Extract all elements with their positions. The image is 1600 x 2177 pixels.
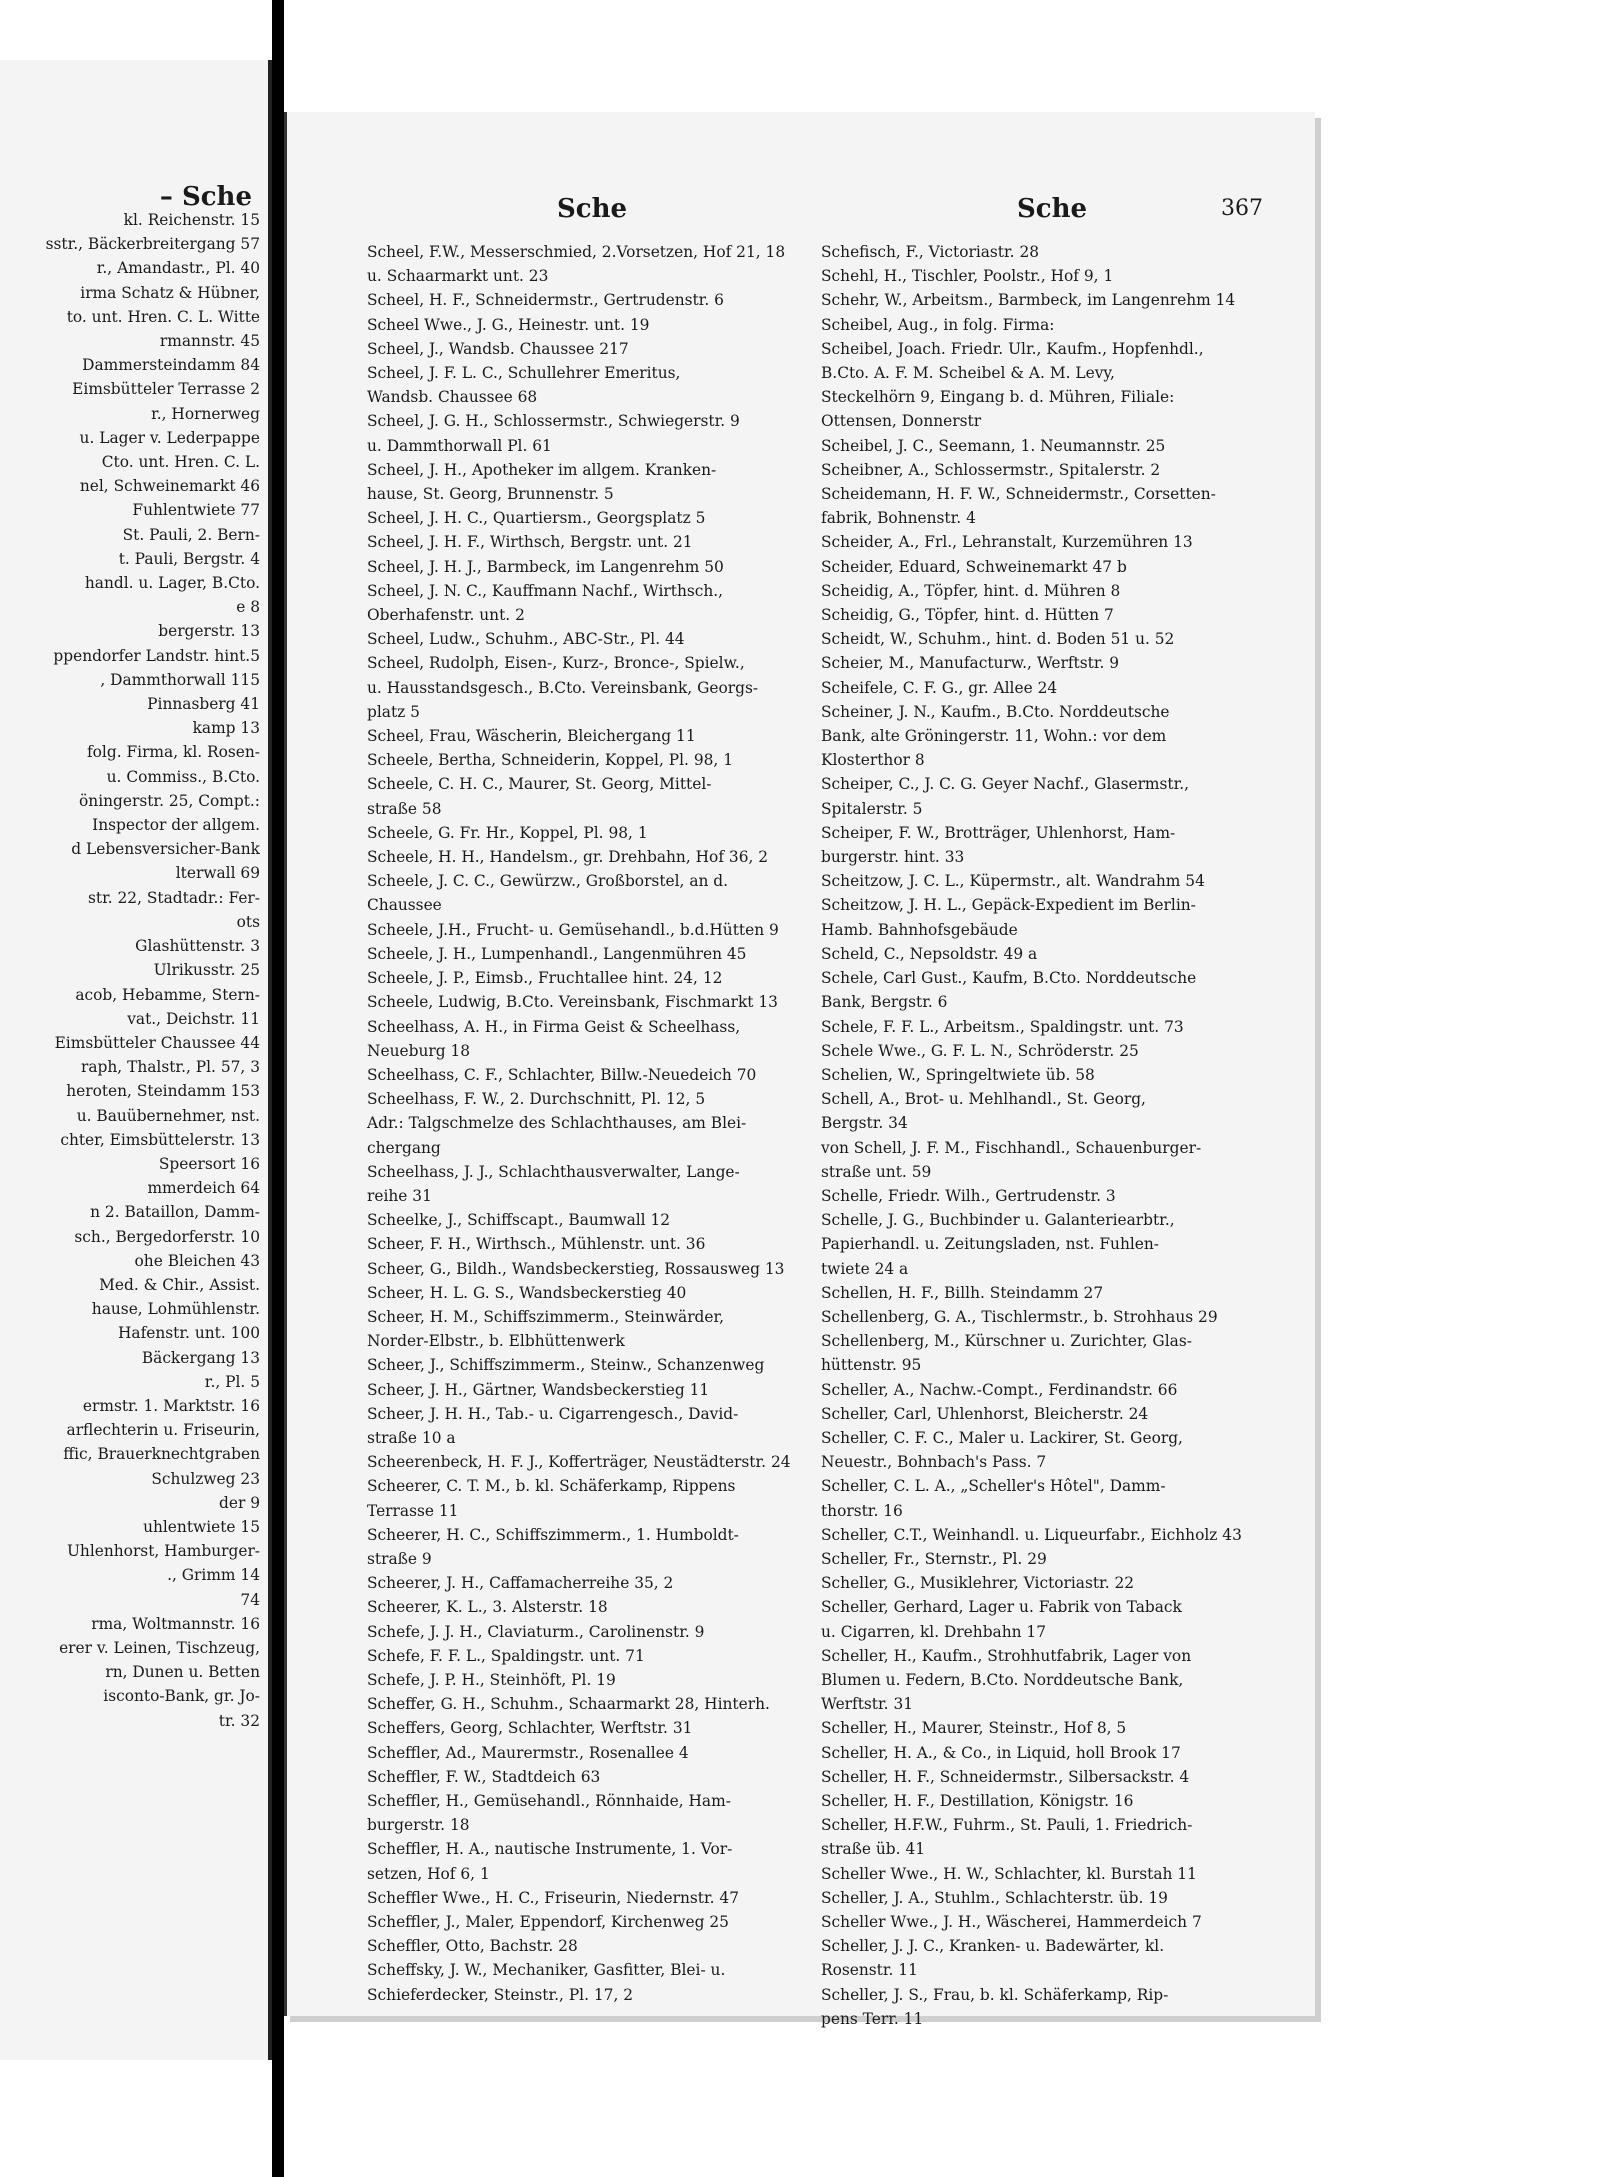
directory-entry-line: r., Hornerweg [151, 404, 260, 423]
directory-entry-line: Oberhafenstr. unt. 2 [367, 606, 525, 625]
directory-entry-line: Scheel, H. F., Schneidermstr., Gertrudenstr. 6 [367, 291, 724, 310]
directory-entry-line: Scheifele, C. F. G., gr. Allee 24 [821, 678, 1058, 697]
directory-entry-line: hause, St. Georg, Brunnenstr. 5 [367, 485, 614, 504]
directory-entry-line: Scheffers, Georg, Schlachter, Werftstr. 31 [367, 1719, 693, 1738]
directory-entry-line: Fuhlentwiete 77 [132, 501, 260, 520]
directory-entry-line: e 8 [236, 598, 260, 617]
directory-entry-line: Schellen, H. F., Billh. Steindamm 27 [821, 1283, 1104, 1302]
directory-entry-line: Scheffler, H., Gemüsehandl., Rönnhaide, Ham- [367, 1792, 731, 1810]
directory-entry-line: straße üb. 41 [821, 1840, 926, 1859]
directory-entry-line: u. Schaarmarkt unt. 23 [367, 267, 549, 286]
directory-entry-line: Scheitzow, J. C. L., Küpermstr., alt. Wandrahm 54 [821, 872, 1205, 891]
directory-entry-line: Scheele, J. P., Eimsb., Fruchtallee hint. 24, 12 [367, 969, 723, 988]
directory-entry-line: Werftstr. 31 [821, 1695, 914, 1714]
directory-entry-line: Scheffler, Ad., Maurermstr., Rosenallee 4 [367, 1743, 689, 1762]
directory-entry-line: straße 58 [367, 799, 442, 818]
directory-entry-line: Scheel, J. G. H., Schlossermstr., Schwiegerstr. 9 [367, 412, 740, 431]
directory-entry-line: Scheidemann, H. F. W., Schneidermstr., Corsetten- [821, 485, 1216, 504]
directory-entry-line: Scheer, F. H., Wirthsch., Mühlenstr. unt. 36 [367, 1235, 706, 1254]
directory-entry-line: Glashüttenstr. 3 [135, 937, 260, 956]
directory-entry-line: ermstr. 1. Marktstr. 16 [82, 1396, 260, 1415]
directory-entry-line: Scheider, A., Frl., Lehranstalt, Kurzemühren 13 [821, 533, 1193, 552]
directory-entry-line: Scheer, H. L. G. S., Wandsbeckerstieg 40 [367, 1283, 687, 1302]
directory-entry-line: Scheider, Eduard, Schweinemarkt 47 b [821, 557, 1127, 576]
directory-entry-line: straße unt. 59 [821, 1162, 932, 1181]
column-2-header: Sche [1017, 194, 1088, 224]
directory-entry-line: Scheffler, F. W., Stadtdeich 63 [367, 1767, 601, 1786]
right-page [284, 112, 1315, 2028]
page-number: 367 [1221, 196, 1263, 221]
directory-entry-line: d Lebensversicher-Bank [71, 840, 260, 859]
directory-entry-line: Hamb. Bahnhofsgebäude [821, 920, 1018, 939]
directory-entry-line: u. Cigarren, kl. Drehbahn 17 [821, 1622, 1047, 1641]
directory-entry-line: tr. 32 [218, 1711, 260, 1730]
directory-entry-line: ohe Bleichen 43 [134, 1251, 260, 1270]
directory-entry-line: Schell, A., Brot- u. Mehlhandl., St. Georg, [821, 1090, 1146, 1109]
directory-entry-line: von Schell, J. F. M., Fischhandl., Schauenburger- [821, 1138, 1202, 1157]
directory-entry-line: Schelle, Friedr. Wilh., Gertrudenstr. 3 [821, 1186, 1116, 1205]
directory-entry-line: Scheerer, C. T. M., b. kl. Schäferkamp, Rippens [367, 1477, 736, 1496]
directory-entry-line: Scheele, J.H., Frucht- u. Gemüsehandl., b.d.Hütten 9 [367, 920, 779, 939]
directory-entry-line: chergang [367, 1138, 441, 1157]
directory-entry-line: Scheller, Gerhard, Lager u. Fabrik von Taback [821, 1598, 1182, 1617]
directory-entry-line: Scheffler, H. A., nautische Instrumente, 1. Vor- [367, 1840, 733, 1859]
directory-entry-line: Scheller, C. L. A., „Scheller's Hôtel", Damm- [821, 1477, 1166, 1496]
directory-entry-line: Scheffer, G. H., Schuhm., Schaarmarkt 28, Hinterh. [367, 1695, 770, 1714]
directory-entry-line: Schelien, W., Springeltwiete üb. 58 [821, 1065, 1095, 1084]
directory-entry-line: B.Cto. A. F. M. Scheibel & A. M. Levy, [821, 364, 1115, 383]
binding-gutter [272, 0, 284, 2177]
directory-entry-line: u. Commiss., B.Cto. [106, 767, 260, 786]
directory-entry-line: Scheller, H. F., Schneidermstr., Silbersackstr. 4 [821, 1767, 1190, 1786]
directory-entry-line: Pinnasberg 41 [147, 695, 260, 714]
directory-entry-line: der 9 [218, 1493, 260, 1512]
directory-entry-line: Scheerenbeck, H. F. J., Kofferträger, Neustädterstr. 24 [367, 1453, 791, 1472]
directory-entry-line: ots [236, 912, 260, 931]
directory-entry-line: fabrik, Bohnenstr. 4 [821, 509, 976, 528]
directory-entry-line: Dammersteindamm 84 [82, 356, 260, 375]
directory-entry-line: Scheller, H., Kaufm., Strohhutfabrik, Lager von [821, 1646, 1192, 1665]
directory-entry-line: r., Amandastr., Pl. 40 [96, 259, 260, 278]
directory-entry-line: Scheitzow, J. H. L., Gepäck-Expedient im Berlin- [821, 896, 1196, 915]
left-page-header: – Sche [159, 182, 252, 212]
directory-entry-line: Scheller Wwe., H. W., Schlachter, kl. Burstah 11 [821, 1864, 1197, 1883]
directory-entry-line: Schefe, F. F. L., Spaldingstr. unt. 71 [367, 1646, 645, 1665]
directory-entry-line: Scheer, J. H., Gärtner, Wandsbeckerstieg 11 [367, 1380, 710, 1399]
directory-entry-line: Bank, alte Gröningerstr. 11, Wohn.: vor dem [821, 727, 1167, 746]
directory-entry-line: Ottensen, Donnerstr [821, 412, 982, 431]
directory-entry-line: Schele, F. F. L., Arbeitsm., Spaldingstr. unt. 73 [821, 1017, 1184, 1036]
directory-entry-line: Scheel, J. H. F., Wirthsch, Bergstr. unt. 21 [367, 533, 693, 552]
directory-entry-line: 74 [240, 1590, 260, 1609]
directory-entry-line: folg. Firma, kl. Rosen- [86, 743, 260, 762]
directory-entry-line: Chaussee [367, 896, 442, 915]
directory-entry-line: Scheller, Carl, Uhlenhorst, Bleicherstr. 24 [821, 1404, 1149, 1423]
directory-entry-line: Scheller Wwe., J. H., Wäscherei, Hammerdeich 7 [821, 1913, 1202, 1932]
directory-entry-line: chter, Eimsbüttelerstr. 13 [60, 1130, 260, 1149]
directory-entry-line: twiete 24 a [821, 1259, 909, 1278]
directory-entry-line: kamp 13 [192, 719, 260, 738]
directory-entry-line: Norder-Elbstr., b. Elbhüttenwerk [367, 1332, 625, 1351]
directory-entry-line: Scheel, J. H. J., Barmbeck, im Langenrehm 50 [367, 557, 724, 576]
directory-entry-line: Wandsb. Chaussee 68 [367, 388, 538, 407]
directory-entry-line: platz 5 [367, 702, 420, 721]
directory-entry-line: u. Bauübernehmer, nst. [76, 1106, 260, 1125]
directory-entry-line: Scheller, C.T., Weinhandl. u. Liqueurfabr., Eichholz 43 [821, 1525, 1242, 1544]
directory-entry-line: u. Hausstandsgesch., B.Cto. Vereinsbank, Georgs- [367, 678, 759, 697]
directory-entry-line: Scheidt, W., Schuhm., hint. d. Boden 51 u. 52 [821, 630, 1175, 649]
directory-entry-line: Schellenberg, G. A., Tischlermstr., b. Strohhaus 29 [821, 1307, 1218, 1326]
directory-entry-line: Speersort 16 [158, 1154, 260, 1173]
directory-entry-line: u. Dammthorwall Pl. 61 [367, 436, 552, 455]
directory-entry-line: Bank, Bergstr. 6 [821, 993, 948, 1012]
directory-entry-line: , Dammthorwall 115 [100, 670, 260, 689]
directory-entry-line: Scheller, G., Musiklehrer, Victoriastr. 22 [821, 1574, 1135, 1593]
directory-entry-line: vat., Deichstr. 11 [127, 1009, 260, 1028]
directory-entry-line: burgerstr. 18 [367, 1816, 470, 1835]
directory-entry-line: burgerstr. hint. 33 [821, 848, 965, 867]
directory-entry-line: Neuestr., Bohnbach's Pass. 7 [821, 1453, 1047, 1472]
directory-entry-line: rmannstr. 45 [159, 332, 260, 351]
directory-entry-line: Scheller, J. A., Stuhlm., Schlachterstr. üb. 19 [821, 1888, 1168, 1907]
directory-entry-line: Scheier, M., Manufacturw., Werftstr. 9 [821, 654, 1120, 673]
directory-entry-line: acob, Hebamme, Stern- [75, 985, 260, 1004]
directory-entry-line: str. 22, Stadtadr.: Fer- [87, 888, 260, 907]
directory-entry-line: Scheidig, G., Töpfer, hint. d. Hütten 7 [821, 606, 1114, 625]
directory-entry-line: Med. & Chir., Assist. [99, 1275, 260, 1294]
directory-entry-line: Scheffler, J., Maler, Eppendorf, Kirchenweg 25 [367, 1913, 729, 1932]
directory-entry-line: Scheel, Ludw., Schuhm., ABC-Str., Pl. 44 [367, 630, 685, 649]
directory-entry-line: Scheibel, J. C., Seemann, 1. Neumannstr. 25 [821, 436, 1166, 455]
directory-entry-line: Klosterthor 8 [821, 751, 925, 770]
directory-entry-line: Adr.: Talgschmelze des Schlachthauses, am Blei- [367, 1114, 747, 1133]
directory-entry-line: Scheibner, A., Schlossermstr., Spitalerstr. 2 [821, 460, 1161, 479]
directory-entry-line: Scheele, J. C. C., Gewürzw., Großborstel, an d. [367, 872, 729, 891]
directory-entry-line: Scheele, Ludwig, B.Cto. Vereinsbank, Fischmarkt 13 [367, 993, 778, 1012]
directory-entry-line: Schele Wwe., G. F. L. N., Schröderstr. 25 [821, 1041, 1139, 1060]
directory-entry-line: Scheiper, C., J. C. G. Geyer Nachf., Glasermstr., [821, 775, 1190, 794]
directory-entry-line: Scheidig, A., Töpfer, hint. d. Mühren 8 [821, 581, 1121, 600]
directory-entry-line: t. Pauli, Bergstr. 4 [118, 549, 260, 568]
left-page-entries [46, 208, 260, 1733]
directory-entry-line: Eimsbütteler Terrasse 2 [72, 380, 260, 399]
directory-entry-line: Scheelhass, A. H., in Firma Geist & Scheelhass, [367, 1017, 741, 1036]
directory-entry-line: Scheller, J. J. C., Kranken- u. Badewärter, kl. [821, 1937, 1165, 1956]
directory-entry-line: St. Pauli, 2. Bern- [122, 525, 260, 544]
directory-entry-line: Scheller, C. F. C., Maler u. Lackirer, St. Georg, [821, 1428, 1183, 1447]
directory-entry-line: Scheiper, F. W., Brotträger, Uhlenhorst, Ham- [821, 823, 1176, 842]
directory-entry-line: heroten, Steindamm 153 [66, 1082, 260, 1101]
directory-entry-line: Scheerer, J. H., Caffamacherreihe 35, 2 [367, 1574, 674, 1593]
directory-entry-line: Scheele, Bertha, Schneiderin, Koppel, Pl. 98, 1 [367, 751, 733, 770]
directory-entry-line: Scheller, J. S., Frau, b. kl. Schäferkamp, Rip- [821, 1985, 1169, 2004]
directory-entry-line: mmerdeich 64 [147, 1179, 260, 1198]
directory-column-2 [821, 240, 1267, 2031]
directory-entry-line: Scheller, H.F.W., Fuhrm., St. Pauli, 1. Friedrich- [821, 1816, 1193, 1835]
directory-entry-line: Scheel, J., Wandsb. Chaussee 217 [367, 339, 629, 358]
directory-entry-line: Scheel, Frau, Wäscherin, Bleichergang 11 [367, 727, 696, 746]
directory-entry-line: kl. Reichenstr. 15 [123, 211, 260, 229]
directory-entry-line: Scheer, G., Bildh., Wandsbeckerstieg, Rossausweg 13 [367, 1259, 785, 1278]
directory-entry-line: Scheibel, Aug., in folg. Firma: [821, 315, 1055, 334]
directory-entry-line: Schehl, H., Tischler, Poolstr., Hof 9, 1 [821, 267, 1114, 286]
directory-entry-line: Steckelhörn 9, Eingang b. d. Mühren, Filiale: [821, 388, 1175, 407]
directory-entry-line: thorstr. 16 [821, 1501, 903, 1520]
directory-entry-line: u. Lager v. Lederpappe [79, 428, 260, 447]
directory-entry-line: Scheiner, J. N., Kaufm., B.Cto. Norddeutsche [821, 702, 1170, 721]
directory-entry-line: to. unt. Hren. C. L. Witte [66, 307, 260, 326]
directory-entry-line: Scheel, J. F. L. C., Schullehrer Emeritus, [367, 364, 681, 383]
directory-entry-line: Scheel, J. H. C., Quartiersm., Georgsplatz 5 [367, 509, 706, 528]
directory-entry-line: uhlentwiete 15 [143, 1517, 260, 1536]
directory-entry-line: Scheer, J. H. H., Tab.- u. Cigarrengesch., David- [367, 1404, 739, 1423]
directory-entry-line: Scheelhass, C. F., Schlachter, Billw.-Neuedeich 70 [367, 1065, 757, 1084]
directory-entry-line: setzen, Hof 6, 1 [367, 1864, 490, 1883]
directory-entry-line: straße 10 a [367, 1428, 456, 1447]
directory-entry-line: Scheerer, H. C., Schiffszimmerm., 1. Humboldt- [367, 1525, 739, 1544]
directory-entry-line: handl. u. Lager, B.Cto. [84, 574, 260, 593]
directory-entry-line: raph, Thalstr., Pl. 57, 3 [80, 1058, 260, 1077]
directory-entry-line: lterwall 69 [175, 864, 260, 883]
directory-entry-line: Scheller, H. A., & Co., in Liquid, holl Brook 17 [821, 1743, 1181, 1762]
directory-entry-line: Scheel Wwe., J. G., Heinestr. unt. 19 [367, 315, 650, 334]
directory-entry-line: Scheller, H. F., Destillation, Königstr. 16 [821, 1792, 1134, 1810]
directory-entry-line: Scheelhass, F. W., 2. Durchschnitt, Pl. 12, 5 [367, 1090, 706, 1109]
directory-entry-line: Scheel, J. N. C., Kauffmann Nachf., Wirthsch., [367, 581, 724, 600]
directory-entry-line: Scheller, H., Maurer, Steinstr., Hof 8, 5 [821, 1719, 1127, 1738]
directory-entry-line: rma, Woltmannstr. 16 [91, 1614, 260, 1633]
directory-entry-line: Scheelhass, J. J., Schlachthausverwalter, Lange- [367, 1162, 740, 1181]
directory-entry-line: Hafenstr. unt. 100 [117, 1324, 260, 1343]
directory-entry-line: nel, Schweinemarkt 46 [79, 477, 260, 496]
directory-entry-line: bergerstr. 13 [158, 622, 260, 641]
directory-entry-line: ffic, Brauerknechtgraben [63, 1445, 260, 1464]
directory-entry-line: Scheel, J. H., Apotheker im allgem. Kranken- [367, 460, 717, 479]
directory-entry-line: Schele, Carl Gust., Kaufm, B.Cto. Norddeutsche [821, 969, 1197, 988]
directory-entry-line: irma Schatz & Hübner, [80, 283, 260, 302]
directory-entry-line: Scheele, J. H., Lumpenhandl., Langenmühren 45 [367, 944, 747, 963]
directory-entry-line: Ulrikusstr. 25 [153, 961, 260, 980]
directory-entry-line: Scheele, G. Fr. Hr., Koppel, Pl. 98, 1 [367, 823, 648, 842]
directory-entry-line: pens Terr. 11 [821, 2009, 924, 2028]
directory-entry-line: Scheffler, Otto, Bachstr. 28 [367, 1937, 578, 1956]
directory-entry-line: Scheller, Fr., Sternstr., Pl. 29 [821, 1549, 1047, 1568]
directory-entry-line: hüttenstr. 95 [821, 1356, 922, 1375]
directory-entry-line: reihe 31 [367, 1186, 432, 1205]
directory-entry-line: Blumen u. Federn, B.Cto. Norddeutsche Bank, [821, 1670, 1184, 1689]
directory-entry-line: Scheffler Wwe., H. C., Friseurin, Niedernstr. 47 [367, 1888, 739, 1907]
directory-entry-line: Scheffsky, J. W., Mechaniker, Gasfitter, Blei- u. [367, 1961, 726, 1980]
directory-entry-line: Schulzweg 23 [151, 1469, 260, 1488]
directory-entry-line: arflechterin u. Friseurin, [66, 1421, 260, 1440]
left-page [0, 60, 272, 2060]
directory-entry-line: Bäckergang 13 [141, 1348, 260, 1367]
directory-entry-line: rn, Dunen u. Betten [105, 1663, 260, 1682]
column-1-header: Sche [557, 194, 628, 224]
directory-entry-line: Schelle, J. G., Buchbinder u. Galanteriearbtr., [821, 1211, 1175, 1230]
directory-entry-line: Schieferdecker, Steinstr., Pl. 17, 2 [367, 1985, 634, 2004]
directory-entry-line: r., Pl. 5 [204, 1372, 260, 1391]
directory-entry-line: Scheele, C. H. C., Maurer, St. Georg, Mittel- [367, 775, 712, 794]
directory-entry-line: n 2. Bataillon, Damm- [90, 1203, 260, 1222]
directory-entry-line: Scheele, H. H., Handelsm., gr. Drehbahn, Hof 36, 2 [367, 848, 769, 867]
directory-entry-line: hause, Lohmühlenstr. [91, 1300, 260, 1319]
directory-entry-line: sch., Bergedorferstr. 10 [74, 1227, 260, 1246]
directory-entry-line: Schellenberg, M., Kürschner u. Zurichter, Glas- [821, 1332, 1192, 1351]
directory-entry-line: Scheer, H. M., Schiffszimmerm., Steinwärder, [367, 1307, 725, 1326]
directory-entry-line: Schehr, W., Arbeitsm., Barmbeck, im Langenrehm 14 [821, 291, 1236, 310]
directory-entry-line: sstr., Bäckerbreitergang 57 [45, 235, 260, 254]
directory-entry-line: Scheel, Rudolph, Eisen-, Kurz-, Bronce-, Spielw., [367, 654, 745, 673]
directory-entry-line: Neueburg 18 [367, 1041, 471, 1060]
directory-entry-line: erer v. Leinen, Tischzeug, [59, 1638, 260, 1657]
directory-entry-line: Cto. unt. Hren. C. L. [101, 453, 260, 472]
directory-entry-line: Inspector der allgem. [92, 816, 260, 835]
directory-entry-line: Uhlenhorst, Hamburger- [66, 1542, 260, 1561]
directory-entry-line: ., Grimm 14 [167, 1566, 260, 1585]
directory-entry-line: Schefisch, F., Victoriastr. 28 [821, 243, 1040, 261]
directory-entry-line: Scheibel, Joach. Friedr. Ulr., Kaufm., Hopfenhdl., [821, 339, 1204, 358]
directory-entry-line: Scheer, J., Schiffszimmerm., Steinw., Schanzenweg [367, 1356, 765, 1375]
directory-entry-line: Scheerer, K. L., 3. Alsterstr. 18 [367, 1598, 608, 1617]
directory-entry-line: Scheller, A., Nachw.-Compt., Ferdinandstr. 66 [821, 1380, 1178, 1399]
directory-entry-line: Scheld, C., Nepsoldstr. 49 a [821, 944, 1038, 963]
directory-entry-line: Rosenstr. 11 [821, 1961, 918, 1980]
directory-entry-line: öningerstr. 25, Compt.: [79, 791, 260, 810]
directory-entry-line: Terrasse 11 [367, 1501, 459, 1520]
directory-entry-line: Eimsbütteler Chaussee 44 [54, 1033, 260, 1052]
directory-column-1 [367, 240, 819, 2007]
directory-entry-line: Schefe, J. J. H., Claviaturm., Carolinenstr. 9 [367, 1622, 705, 1641]
directory-entry-line: Scheelke, J., Schiffscapt., Baumwall 12 [367, 1211, 671, 1230]
directory-entry-line: isconto-Bank, gr. Jo- [103, 1687, 260, 1706]
directory-entry-line: ppendorfer Landstr. hint.5 [53, 646, 260, 665]
directory-entry-line: straße 9 [367, 1549, 432, 1568]
directory-entry-line: Scheel, F.W., Messerschmied, 2.Vorsetzen, Hof 21, 18 [367, 243, 786, 261]
directory-entry-line: Spitalerstr. 5 [821, 799, 923, 818]
directory-entry-line: Bergstr. 34 [821, 1114, 908, 1133]
directory-entry-line: Papierhandl. u. Zeitungsladen, nst. Fuhlen- [821, 1235, 1159, 1254]
directory-entry-line: Schefe, J. P. H., Steinhöft, Pl. 19 [367, 1670, 616, 1689]
